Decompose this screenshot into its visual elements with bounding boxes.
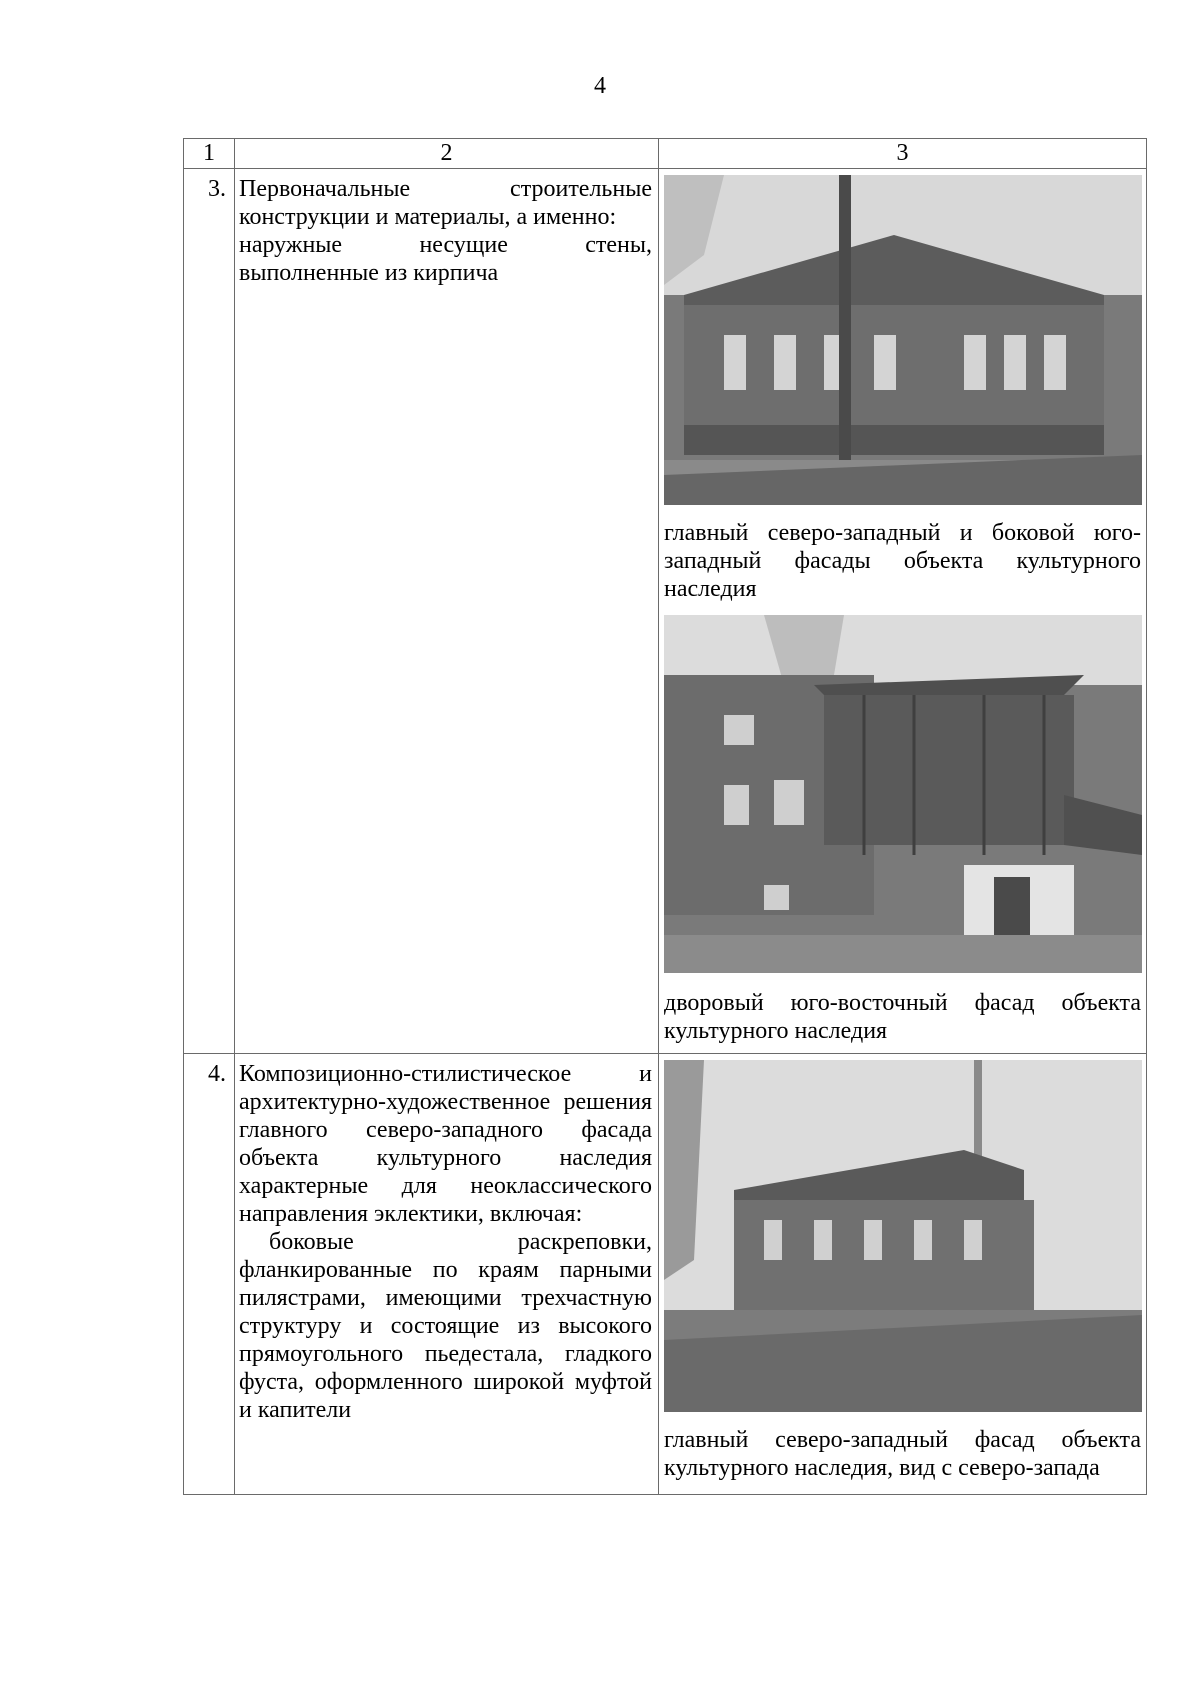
description-paragraph: Первоначальные строительные конструкции и материалы, а именно:: [239, 176, 652, 230]
column-header-2: 2: [235, 139, 659, 169]
photo-caption: главный северо-западный фасад объекта культурного наследия, вид с северо-запада: [664, 1427, 1141, 1481]
row-photos: [659, 169, 1147, 1054]
description-paragraph: наружные несущие стены, выполненные из кирпича: [239, 232, 652, 286]
description-paragraph: боковые раскреповки, фланкированные по краям парными пилястрами, имеющими трехчастную структуру и состоящие из высокого прямоугольного пьедестала, гладкого фуста, оформленного широкой муфтой и капители: [239, 1229, 652, 1423]
column-header-3: 3: [659, 139, 1147, 169]
building-photo-southeast-yard: [664, 615, 1142, 973]
photo-caption: главный северо-западный и боковой юго-западный фасады объекта культурного наследия: [664, 520, 1141, 602]
table-row: [184, 1054, 1147, 1495]
row-photos: [659, 1054, 1147, 1495]
description-paragraph: Композиционно-стилистическое и архитектурно-художественное решения главного северо-западного фасада объекта культурного наследия характерные для неоклассического направления эклектики, включая:: [239, 1061, 652, 1227]
heritage-table: [183, 138, 1147, 1495]
row-number: 4.: [184, 1054, 235, 1495]
page-number: 4: [594, 73, 606, 99]
photo-caption: дворовый юго-восточный фасад объекта культурного наследия: [664, 990, 1141, 1044]
table-row: [184, 169, 1147, 1054]
building-photo-northwest-facade: [664, 1060, 1142, 1412]
row-description: [235, 169, 659, 1054]
row-number: 3.: [184, 169, 235, 1054]
column-header-1: 1: [184, 139, 235, 169]
row-description: [235, 1054, 659, 1495]
building-photo-northwest-southwest: [664, 175, 1142, 505]
table-header-row: [184, 139, 1147, 169]
